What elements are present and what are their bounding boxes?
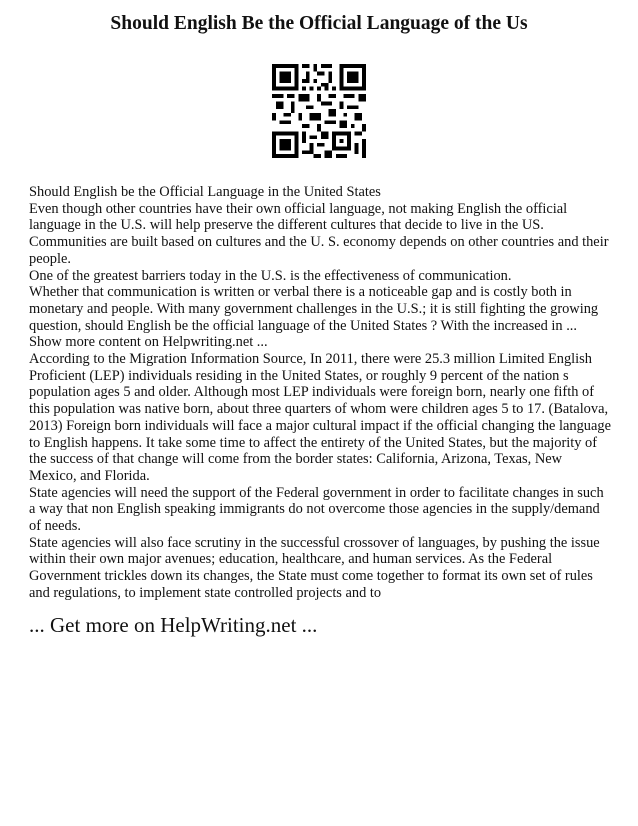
paragraph: State agencies will need the support of the Federal government in order to facilitate changes in such a way that non English speaking immigrants do not overcome those agencies in the supply/demand of needs. — [29, 484, 604, 535]
paragraph: Even though other countries have their own official language, not making English the official language in the U.S. will help preserve the different cultures that decide to live in the US. Communities are built based on cultures and the U. S. economy depends on other countries and their people. — [29, 200, 609, 267]
get-more-link[interactable]: ... Get more on HelpWriting.net ... — [29, 613, 318, 637]
paragraph: Should English be the Official Language in the United States — [29, 184, 381, 200]
paragraph: One of the greatest barriers today in the U.S. is the effectiveness of communication. — [29, 267, 512, 284]
document-title: Should English Be the Official Language of the Us — [110, 13, 528, 34]
qr-code-icon — [272, 64, 366, 158]
paragraph: State agencies will also face scrutiny in the successful crossover of languages, by pushing the issue within their own major avenues; education, healthcare, and human services. As the Federal Government trickles down its changes, the State must come together to format its own set of rules and regulations, to implement state controlled projects and to — [29, 534, 600, 601]
paragraph: According to the Migration Information Source, In 2011, there were 25.3 million Limited English Proficient (LEP) individuals residing in the United States, or roughly 9 percent of the nation s population ages 5 and older. Although most LEP individuals were foreign born, nearly one fifth of this population was native born, about three quarters of whom were children ages 5 to 17. (Batalova, 2013) Foreign born individuals will face a major cultural impact if the official changing the language to English happens. It take some time to affect the entirety of the United States, but the majority of the success of that change will come from the border states: California, Arizona, Texas, New Mexico, and Florida. — [29, 351, 611, 484]
paragraph: Whether that communication is written or verbal there is a noticeable gap and is costly both in monetary and people. With many government challenges in the U.S.; it is still fighting the growing question, should English be the official language of the United States ? With the increased in ... Show more content on Helpwriting.net ... — [29, 284, 599, 351]
body-text — [29, 184, 611, 602]
